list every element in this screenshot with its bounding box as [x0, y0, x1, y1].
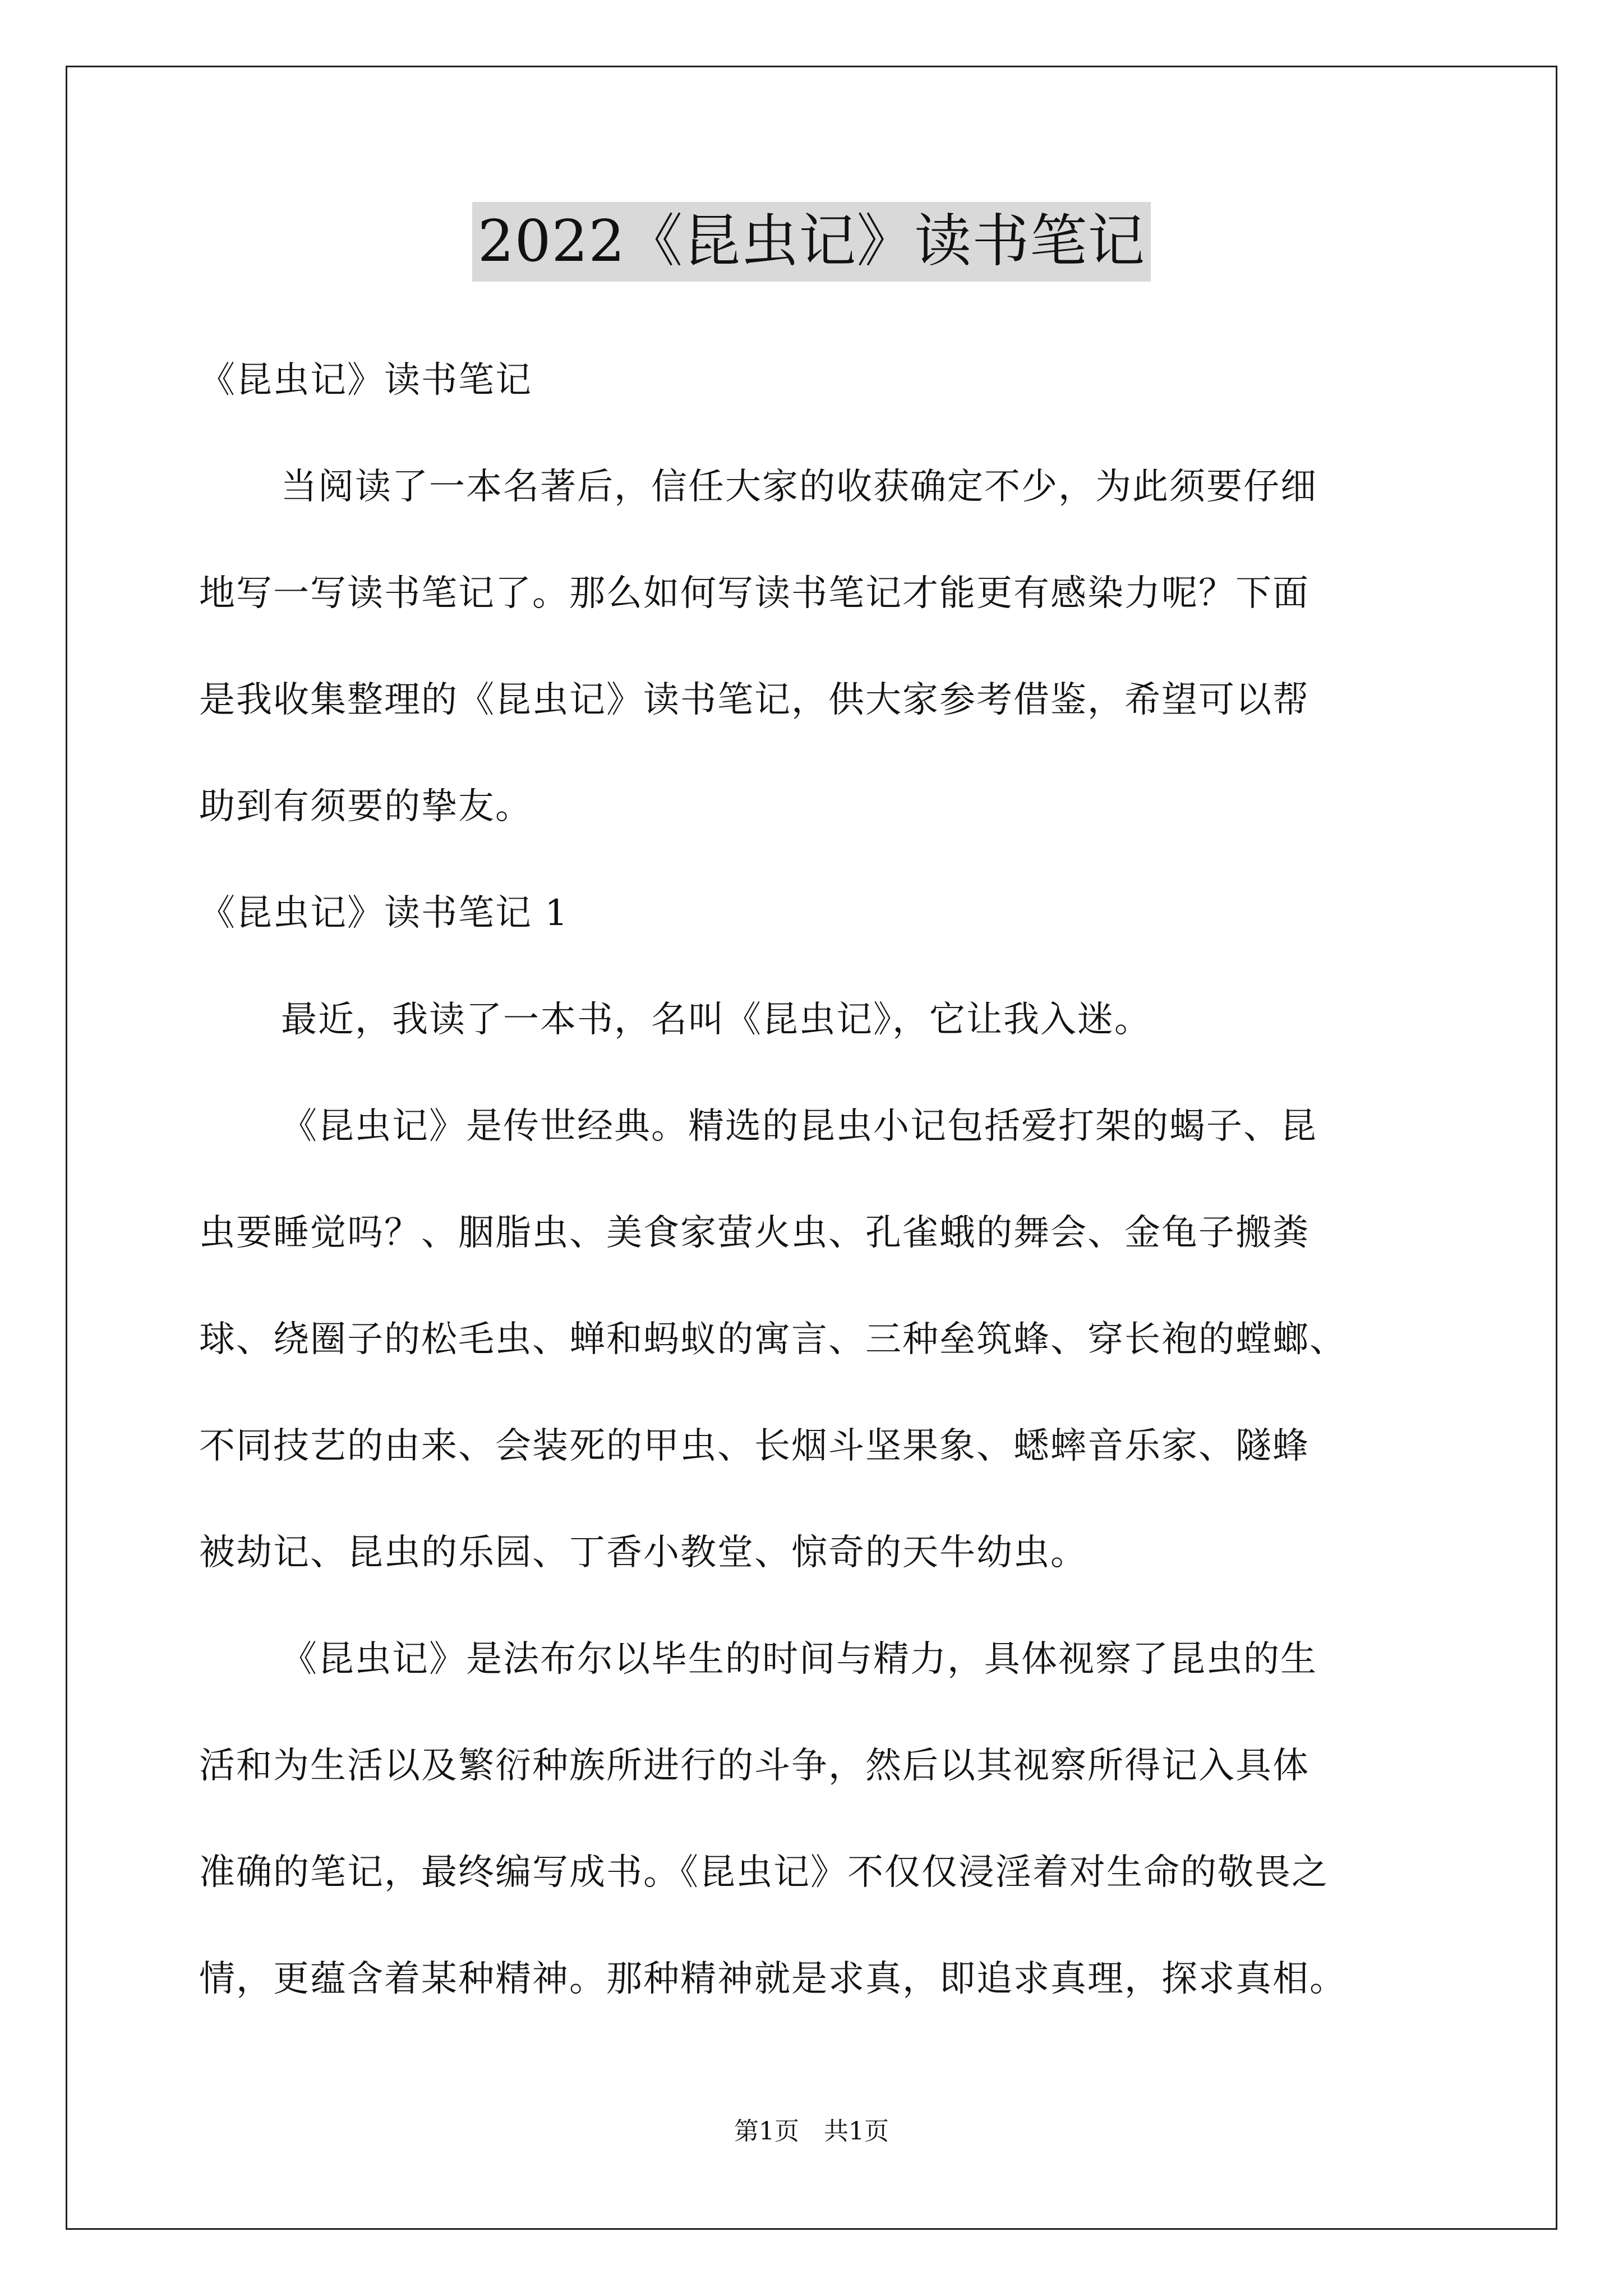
paragraph-line: 活和为生活以及繁衍种族所进行的斗争，然后以其视察所得记入具体	[199, 1745, 1310, 1787]
paragraph-line: 是我收集整理的《昆虫记》读书笔记，供大家参考借鉴，希望可以帮	[199, 679, 1310, 721]
paragraph-line: 助到有须要的挚友。	[199, 786, 532, 827]
paragraph-line: 地写一写读书笔记了。那么如何写读书笔记才能更有感染力呢？下面	[199, 573, 1310, 614]
paragraph-line: 准确的笔记，最终编写成书。《昆虫记》不仅仅浸淫着对生命的敬畏之	[199, 1852, 1329, 1893]
title-container	[0, 202, 1623, 282]
paragraph-line: 最近，我读了一本书，名叫《昆虫记》，它让我入迷。	[281, 999, 1151, 1041]
paragraph-line: 被劫记、昆虫的乐园、丁香小教堂、惊奇的天牛幼虫。	[199, 1532, 1087, 1573]
section-heading: 《昆虫记》读书笔记	[199, 360, 532, 401]
page-footer: 第1页 共1页	[734, 2117, 889, 2146]
paragraph-line: 虫要睡觉吗？、胭脂虫、美食家萤火虫、孔雀蛾的舞会、金龟子搬粪	[199, 1212, 1310, 1254]
paragraph-line: 《昆虫记》是法布尔以毕生的时间与精力，具体视察了昆虫的生	[281, 1639, 1317, 1680]
paragraph-line: 球、绕圈子的松毛虫、蝉和蚂蚁的寓言、三种垒筑蜂、穿长袍的螳螂、	[199, 1319, 1347, 1360]
paragraph-line: 《昆虫记》是传世经典。精选的昆虫小记包括爱打架的蝎子、昆	[281, 1106, 1317, 1147]
paragraph-line: 不同技艺的由来、会装死的甲虫、长烟斗坚果象、蟋蟀音乐家、隧蜂	[199, 1425, 1310, 1467]
document-title: 2022《昆虫记》读书笔记	[472, 202, 1151, 282]
paragraph-line: 当阅读了一本名著后，信任大家的收获确定不少，为此须要仔细	[281, 466, 1317, 508]
section-heading: 《昆虫记》读书笔记 1	[199, 892, 569, 934]
paragraph-line: 情，更蕴含着某种精神。那种精神就是求真，即追求真理，探求真相。	[199, 1958, 1347, 2000]
